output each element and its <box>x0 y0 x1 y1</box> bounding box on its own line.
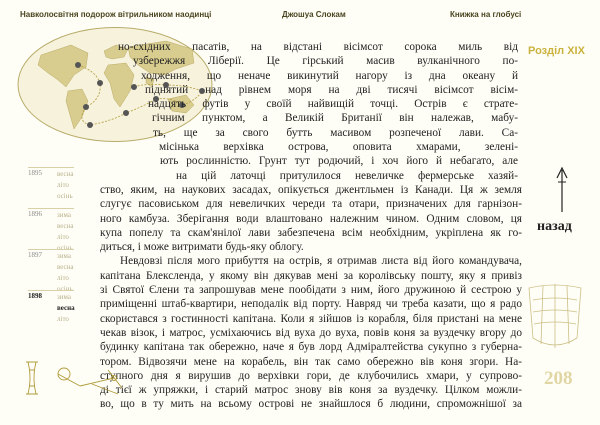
back-arrow-icon[interactable] <box>555 166 569 214</box>
timeline-year: 1897 <box>28 251 42 259</box>
timeline-season: зима <box>57 293 71 301</box>
text-line: будинку капітана так обережно, наче я був лорд Адміралтейства сукупно з губерна- <box>100 341 522 354</box>
text-line: надцять футів у своїй найвищій точці. Острів є страте- <box>148 98 518 111</box>
timeline-season: літо <box>57 315 69 323</box>
timeline-season: весна <box>57 222 74 230</box>
page-number: 208 <box>544 368 573 389</box>
back-link[interactable]: назад <box>537 219 572 234</box>
timeline-seasons <box>57 292 77 325</box>
timeline-season: весна <box>57 170 74 178</box>
text-line: но-східних пасатів, на відстані вісімсот сорока миль від <box>118 41 518 53</box>
timeline-year-block <box>28 249 74 293</box>
timeline-season: зима <box>57 252 71 260</box>
series-title: Книжка на глобусі <box>450 10 522 19</box>
voyage-timeline <box>28 167 74 331</box>
text-line: узбережжя Ліберії. Це гірський масив вулканічного по- <box>133 55 518 68</box>
book-title: Навколосвітня подорож вітрильником наодинці <box>20 10 212 19</box>
text-line: ходження, що неначе викинутий нагору із дна океану й <box>141 69 518 82</box>
timeline-season: осінь <box>57 244 73 252</box>
text-line: місінька верхівка острова, оповита хмарами, зелені- <box>159 141 518 154</box>
timeline-seasons <box>57 169 77 202</box>
author-name: Джошуа Слокам <box>282 10 346 19</box>
timeline-season: весна <box>57 263 74 271</box>
text-line: ді тієї ж упряжки, і старий матрос знову вів коня за вуздечку. Цілком можли- <box>100 384 522 397</box>
text-line: купа попелу та скам'янілої лави забезпечена всім необхідним, укріплена як го- <box>100 226 522 239</box>
text-line: ть, ще за свого бутть масивом розпеченої лави. Са- <box>153 126 518 139</box>
text-line: зі Святої Єлени та запрошував мене пообідати з ним, його дружиною й сестрою у <box>100 284 522 297</box>
text-line: ного камбуза. Зберігання води влаштовано належним чином. Одним словом, ця <box>100 212 522 225</box>
text-line: во, що в ту мить на всьому острові не знайшлося б людини, спроможнішої за <box>100 398 522 411</box>
text-line: приміщенні штаб-квартири, неподалік від порту. Навряд чи треба казати, що я радо <box>100 298 522 311</box>
page-header <box>0 8 600 22</box>
timeline-year-block <box>28 290 74 331</box>
timeline-season: літо <box>57 274 69 282</box>
text-line: Невдовзі після мого прибуття на острів, я отримав листа від його командувача, <box>120 255 522 268</box>
timeline-season: зима <box>57 211 71 219</box>
timeline-season: літо <box>57 233 69 241</box>
text-line: ють рослинністю. Грунт тут родючий, і хоч його й небагато, але <box>160 155 518 168</box>
text-line: на цій латочці притулилося невеличке фермерське хазяй- <box>176 169 518 182</box>
text-line: скористався з гостинності капітана. Коли я зійшов із корабля, біля пристані на мене <box>100 312 522 325</box>
timeline-season: осінь <box>57 285 73 293</box>
text-line: тором. Відвозячи мене на корабель, він так само обережно вів коня згори. На- <box>100 355 522 368</box>
timeline-year-block <box>28 167 74 208</box>
text-line: диться, і може витримати будь-яку облогу. <box>100 241 304 254</box>
text-line: ство, яким, на наукових засадах, опікується джентльмен із Канади. Ця ж земля <box>100 183 522 196</box>
body-text <box>100 40 522 412</box>
text-line: чекав візок, і матрос, усміхаючись від вуха до вуха, повів коня за вуздечку вгору до <box>100 326 522 339</box>
timeline-year: 1898 <box>28 292 42 300</box>
timeline-season: весна <box>57 304 75 312</box>
text-line: гічним пунктом, а Великій Британії він належав, мабу- <box>152 112 518 125</box>
timeline-year: 1896 <box>28 210 42 218</box>
chapter-label: Розділ XIX <box>528 45 585 57</box>
timeline-season: осінь <box>57 192 73 200</box>
text-line: слугує пасовиськом для невеличких череди та отари, призначених для гарнізон- <box>100 198 522 211</box>
ship-hull-drawing <box>525 278 585 358</box>
text-line: капітана Блексленда, у якому він дякував мені за королівську пошту, яку я привіз <box>100 269 522 282</box>
text-line: ступного дня я вирушив до верхівки гори, де клубочились хмари, у супрово- <box>100 369 522 382</box>
text-line: піднятий над рівнем моря на дві тисячі вісімсот вісім- <box>145 83 518 96</box>
timeline-season: літо <box>57 181 69 189</box>
timeline-year-block <box>28 208 74 252</box>
timeline-seasons <box>57 251 77 295</box>
timeline-seasons <box>57 210 77 254</box>
navigation-instruments <box>22 358 134 398</box>
timeline-year: 1895 <box>28 169 42 177</box>
